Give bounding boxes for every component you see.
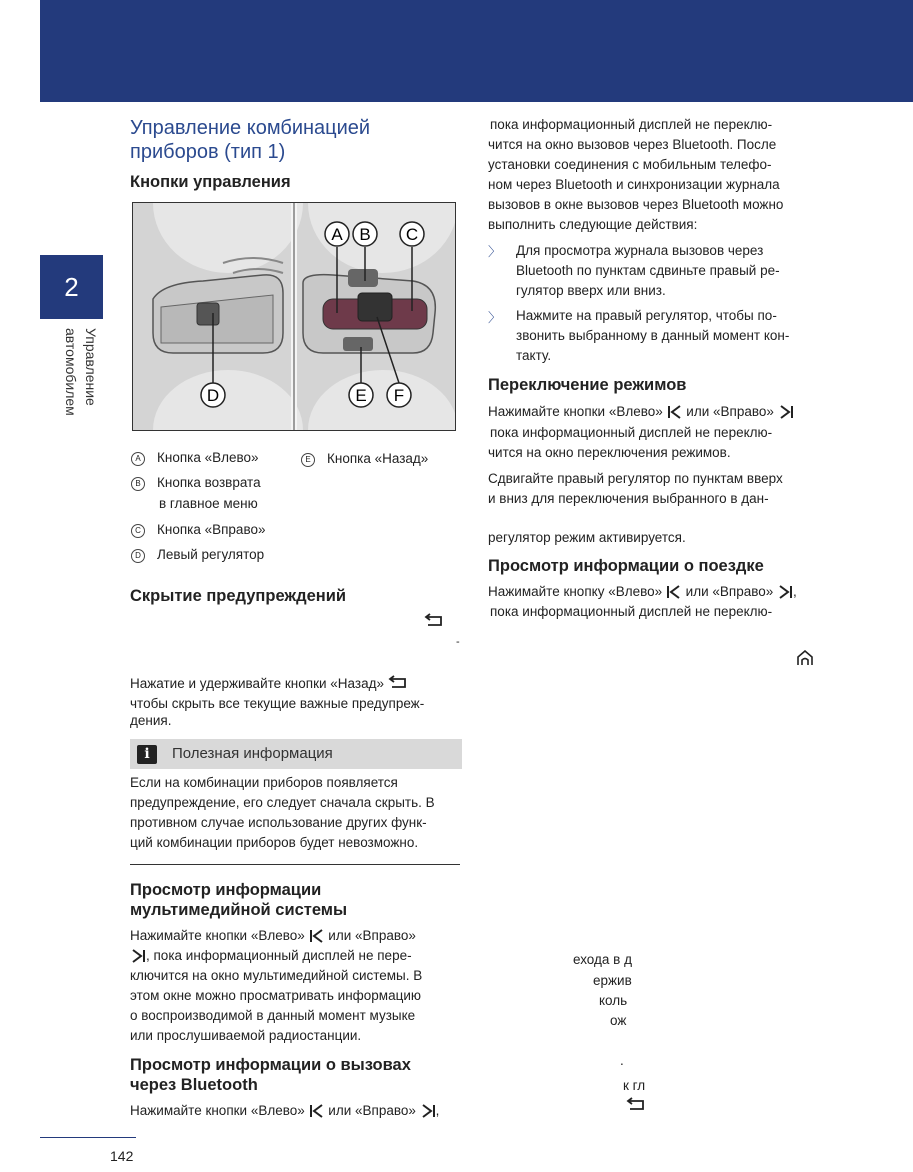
calls-bullet1-line3: гулятор вверх или вниз. [516,283,666,298]
legend-mark-a: A [131,452,145,466]
modes-heading: Переключение режимов [488,376,687,394]
controls-heading: Кнопки управления [130,173,291,191]
next-icon [420,1104,436,1124]
info-icon: i [137,745,157,764]
stray-dash: - [456,636,460,648]
legend-text-b: Кнопка возврата [157,475,261,490]
calls-bullet1-line2: Bluetooth по пунктам сдвиньте правый ре- [516,263,780,278]
prev-icon [309,1104,325,1124]
divider [130,864,460,865]
warnings-heading: Скрытие предупреждений [130,587,347,605]
footer-rule [40,1137,136,1138]
warnings-line3: дения. [130,713,172,728]
legend-mark-e: E [301,453,315,467]
multimedia-line5: о воспроизводимой в данный момент музыке [130,1008,416,1023]
next-icon [778,405,794,425]
legend-item-a [131,448,259,468]
calls-cont-line1: пока информационный дисплей не переклю- [490,117,773,132]
back-icon [424,613,444,634]
prev-icon [667,405,683,425]
trip-line2: пока информационный дисплей не переклю- [490,604,773,619]
warnings-line1-text: Нажатие и удерживайте кнопки «Назад» [130,676,384,691]
header-band [40,0,913,102]
steering-controls-figure [132,202,456,431]
multimedia-line6: или прослушиваемой радиостанции. [130,1028,362,1043]
section-title-line1: Управление комбинацией [130,117,371,139]
legend-item-c [131,520,265,540]
legend-text-d: Левый регулятор [157,547,265,562]
info-line1: Если на комбинации приборов появляется [130,775,398,790]
chapter-number: 2 [64,271,79,302]
calls-line1 [130,1101,439,1124]
callout-e: E [355,386,367,405]
fragment-5: . [620,1053,624,1068]
multimedia-line4: этом окне можно просматривать информацию [130,988,421,1003]
chapter-title-line2: автомобилем [63,328,79,416]
callout-c: C [405,225,419,244]
multimedia-heading-line1: Просмотр информации [130,881,322,899]
legend-text-a: Кнопка «Влево» [157,450,259,465]
calls-bullet2-line2: звонить выбранному в данный момент кон- [516,328,790,343]
modes-line3: чится на окно переключения режимов. [488,445,731,460]
multimedia-heading-line2: мультимедийной системы [130,901,348,919]
modes-line2: пока информационный дисплей не переклю- [490,425,773,440]
callout-f: F [393,386,405,405]
back-icon [626,1097,646,1118]
info-line4: ций комбинации приборов будет невозможно. [130,835,419,850]
modes-line1 [488,402,794,425]
calls-cont-line2: чится на окно вызовов через Bluetooth. После [488,137,777,152]
warnings-line2: чтобы скрыть все текущие важные предупреж- [130,696,425,711]
legend-item-b [131,473,261,493]
legend-text-c: Кнопка «Вправо» [157,522,266,537]
trip-line1-c: , [793,584,797,599]
next-icon [777,585,793,605]
info-line3: противном случае использование других функ- [130,815,427,830]
trip-line1-a: Нажимайте кнопку «Влево» [488,584,663,599]
calls-bullet2-line3: такту. [516,348,552,363]
multimedia-line1-b: или «Вправо» [328,928,416,943]
fragment-2: ержив [593,973,632,988]
chapter-title-line1: Управление [83,328,99,406]
calls-bullet2-line1: Нажмите на правый регулятор, чтобы по- [516,308,777,323]
calls-heading-line1: Просмотр информации о вызовах [130,1056,411,1074]
calls-line1-a: Нажимайте кнопки «Влево» [130,1103,305,1118]
modes-line5: и вниз для переключения выбранного в дан- [488,491,769,506]
modes-line6: регулятор режим активируется. [488,530,686,545]
fragment-3: коль [599,993,628,1008]
callout-a: A [331,225,343,244]
callout-d: D [206,386,220,405]
calls-line1-c: , [435,1103,440,1118]
trip-heading: Просмотр информации о поездке [488,557,764,575]
calls-cont-line4: ном через Bluetooth и синхронизации журнала [488,177,780,192]
legend-mark-b: B [131,477,145,491]
home-icon [796,650,814,671]
calls-cont-line3: установки соединения с мобильным телефо- [488,157,772,172]
calls-cont-line5: вызовов в окне вызовов через Bluetooth можно [488,197,784,212]
legend-item-d [131,545,264,565]
callout-b: B [359,225,371,244]
legend-item-e [301,449,428,469]
calls-bullet1-line1: Для просмотра журнала вызовов через [516,243,764,258]
legend-text-e: Кнопка «Назад» [327,451,429,466]
modes-line4: Сдвигайте правый регулятор по пунктам вверх [488,471,783,486]
info-line2: предупреждение, его следует сначала скрыть. В [130,795,435,810]
bullet-chevron-icon: 〉 [488,244,502,259]
bullet-chevron-icon: 〉 [488,310,502,325]
multimedia-line1-a: Нажимайте кнопки «Влево» [130,928,305,943]
fragment-4: ож [610,1013,627,1028]
calls-line1-b: или «Вправо» [328,1103,416,1118]
calls-cont-line6: выполнить следующие действия: [488,217,698,232]
fragment-6: к гл [623,1078,646,1093]
calls-heading-line2: через Bluetooth [130,1076,258,1094]
multimedia-line3: ключится на окно мультимедийной системы. В [130,968,423,983]
info-label: Полезная информация [172,745,333,762]
modes-line1-b: или «Вправо» [686,404,774,419]
section-title-line2: приборов (тип 1) [130,141,286,163]
info-text [130,773,460,853]
page-number: 142 [110,1148,134,1164]
info-bar [130,739,462,769]
multimedia-line2-text: , пока информационный дисплей не пере- [146,948,412,963]
trip-line1-b: или «Вправо» [685,584,774,599]
fragment-1: ехода в д [573,952,632,967]
chapter-tab [40,255,103,319]
modes-line1-a: Нажимайте кнопки «Влево» [488,404,663,419]
legend-mark-d: D [131,549,145,563]
legend-mark-c: C [131,524,145,538]
chapter-title [62,328,102,428]
legend-text-b-line2: в главное меню [159,496,258,511]
